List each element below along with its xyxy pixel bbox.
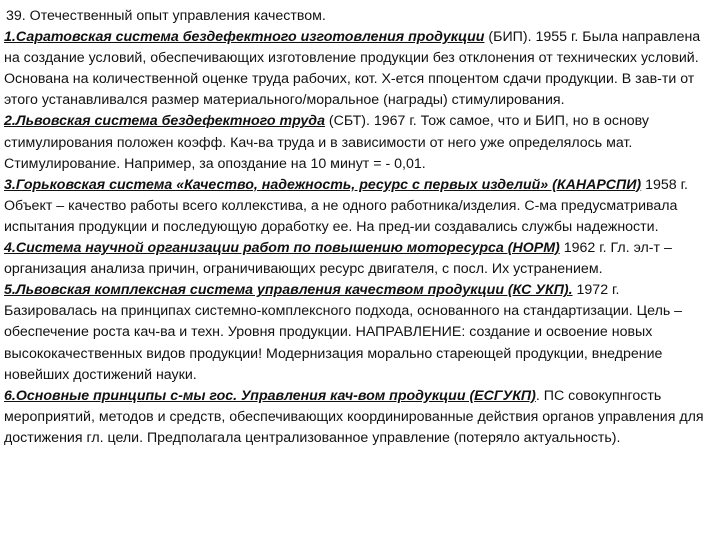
page-title: 39. Отечественный опыт управления качеством. <box>6 8 326 24</box>
section-5-body: 1972 г. Базировалась на принципах системно-комплексного подхода, основанного на стандартизации. Цель – обеспечение роста кач-ва и техн. Уровня продукции. НАПРАВЛЕНИЕ: создание и освоение новых высококачественных видов продукции! Модернизация морально стареющей продукции, внедрение новейших достижений науки. <box>4 282 683 383</box>
section-6-heading: 6.Основные принципы с-мы гос. Управления кач-вом продукции (ЕСГУКП) <box>4 387 536 404</box>
section-4-heading: 4.Система научной организации работ по повышению моторесурса (НОРМ) <box>4 240 560 257</box>
section-4-body: 1962 г. Гл. эл-т – организация анализа причин, ограничивающих ресурс двигателя, с посл. Их устранением. <box>4 240 672 278</box>
section-6-body: . ПС совокупнгость мероприятий, методов и средств, обеспечивающих координированные действия органов управления для достижения гл. цели. Предполагала централизованное управление (потеряло актуальность). <box>4 387 704 446</box>
section-5 <box>4 280 708 385</box>
section-1-heading: 1.Саратовская система бездефектного изготовления продукции <box>4 29 485 46</box>
section-2 <box>4 111 708 174</box>
section-2-heading: 2.Львовская система бездефектного труда <box>4 113 325 130</box>
section-5-heading: 5.Львовская комплексная система управления качеством продукции (КС УКП). <box>4 282 573 299</box>
section-1 <box>4 27 708 111</box>
section-4 <box>4 238 708 280</box>
section-2-body: (СБТ). 1967 г. Тож самое, что и БИП, но в основу стимулирования положен коэфф. Кач-ва труда и в зависимости от него уже определялось мат. Стимулирование. Например, за опоздание на 10 минут = - 0,01. <box>4 113 649 172</box>
section-3-body: 1958 г. Объект – качество работы всего коллекстива, а не одного работника/изделия. С-ма предусматривала испытания продукции и последующую доработку ее. На пред-ии создавались службы надежности. <box>4 176 688 235</box>
section-3-heading: 3.Горьковская система «Качество, надежность, ресурс с первых изделий» (КАНАРСПИ) <box>4 176 642 193</box>
section-6 <box>4 386 708 449</box>
section-1-body: (БИП). 1955 г. Была направлена на создание условий, обеспечивающих изготовление продукции без отклонения от технических условий. Основана на количественной оценке труда рабочих, кот. Х-ется ппоцентом сдачи продукции. В зав-ти от этого устанавливался размер материального/моральное (награды) стимулирования. <box>4 29 701 109</box>
section-3 <box>4 175 708 238</box>
